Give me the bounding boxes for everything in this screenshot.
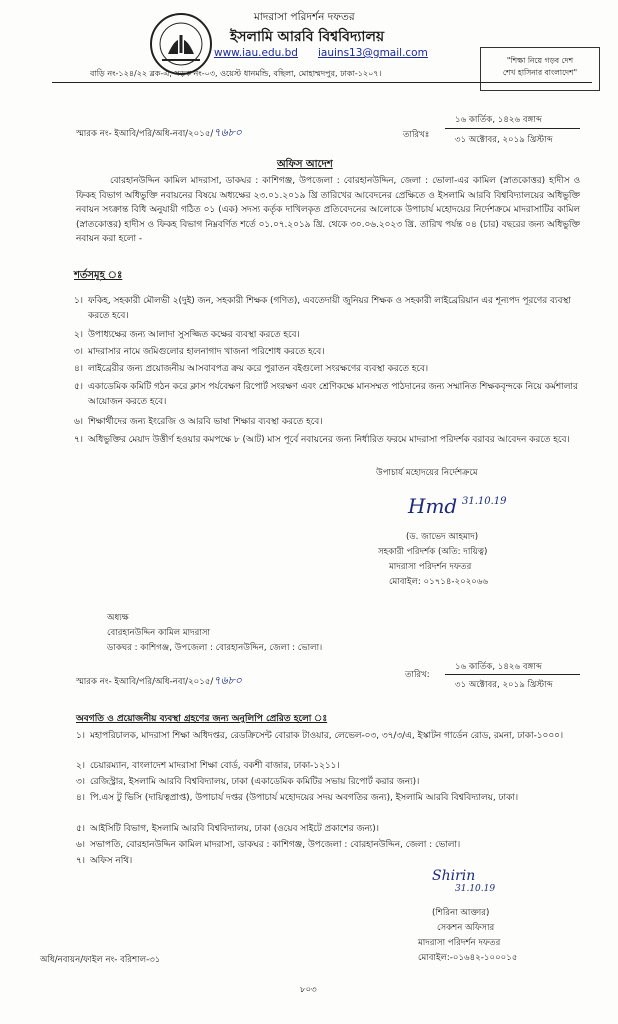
copy-7 bbox=[76, 854, 580, 868]
date-label: তারিখঃ bbox=[403, 130, 430, 140]
copy-text: চেয়ারম্যান, বাংলাদেশ মাদরাসা শিক্ষা বোর্ড, বকশী বাজার, ঢাকা-১২১১। bbox=[90, 761, 340, 771]
memo-2-ref bbox=[76, 672, 242, 691]
conditions-title: শর্তসমূহ ঃ bbox=[74, 270, 123, 281]
office-name: মাদরাসা পরিদর্শন দফতর bbox=[254, 11, 355, 23]
signer-2-mobile: মোবাইল:-০১৬৪২-১০০০১৫ bbox=[418, 953, 518, 963]
date-bangla: ১৬ কার্তিক, ১৪২৬ বঙ্গাব্দ bbox=[455, 115, 542, 125]
signer-1-mobile: মোবাইল: ০১৭১৪-২০২০৬৬ bbox=[389, 577, 489, 587]
copy-2 bbox=[76, 759, 580, 773]
recipient-name: বোরহানউদ্দিন কামিল মাদরাসা bbox=[107, 628, 211, 638]
copy-5 bbox=[76, 822, 580, 836]
condition-6 bbox=[74, 415, 582, 430]
condition-number: ৬। bbox=[74, 417, 83, 427]
date-gregorian: ৩১ অক্টোবর, ২০১৯ খ্রিস্টাব্দ bbox=[455, 135, 553, 145]
condition-5 bbox=[74, 380, 582, 409]
order-title: অফিস আদেশ bbox=[277, 159, 333, 170]
memo-ref bbox=[76, 124, 242, 143]
website-link[interactable]: www.iau.edu.bd bbox=[214, 47, 298, 59]
page-number: ৮০৩ bbox=[300, 985, 317, 995]
file-number: অধি/নবায়ন/ফাইল নং- বরিশাল-৩১ bbox=[40, 955, 161, 965]
signer-2-name: (শিরিনা আক্তার) bbox=[432, 908, 490, 918]
recipient-title: অধ্যক্ষ bbox=[107, 613, 129, 623]
condition-7 bbox=[74, 433, 582, 448]
copy-number: ৬। bbox=[76, 840, 85, 850]
email-link[interactable]: iauins13@gmail.com bbox=[318, 47, 428, 59]
signer-1-name: (ড. জাভেদ আহমাদ) bbox=[406, 532, 479, 542]
memo-2-date-bangla: ১৬ কার্তিক, ১৪২৬ বঙ্গাব্দ bbox=[455, 662, 542, 672]
memo-2-ref-handwritten: ৭৬৮০ bbox=[213, 674, 242, 687]
copy-text: সভাপতি, বোরহানউদ্দিন কামিল মাদরাসা, ডাকঘর : কাশিগঞ্জ, উপজেলা : বোরহানউদ্দিন, জেলা : ভোলা। bbox=[90, 840, 461, 850]
condition-text: লাইব্রেরীর জন্য প্রয়োজনীয় আসবাবপত্র ক্রয় করে পুরাতন বইগুলো সংরক্ষণের ব্যবস্থা করতে হবে। bbox=[88, 364, 429, 374]
signature-1: Hmd bbox=[408, 494, 458, 518]
condition-number: ৩। bbox=[74, 347, 83, 357]
condition-text: মাদরাসার নামে জমিগুলোর হালনাগাদ খাজনা পরিশোধ করতে হবে। bbox=[88, 347, 325, 357]
signature-1-date: 31.10.19 bbox=[462, 496, 507, 507]
copy-4 bbox=[76, 791, 580, 805]
signature-2-date: 31.10.19 bbox=[455, 884, 496, 894]
condition-4 bbox=[74, 362, 582, 377]
memo-2-date-divider bbox=[445, 674, 580, 675]
address: বাড়ি নং-১২৪/২২ ব্লক-এ, সড়ক নং-০৩, ওয়েস্ট ধানমন্ডি, বছিলা, মোহাম্মদপুর, ঢাকা-১২০৭। bbox=[90, 69, 382, 78]
date-divider bbox=[445, 128, 580, 129]
copy-1 bbox=[76, 729, 580, 743]
signer-2-office: মাদরাসা পরিদর্শন দফতর bbox=[418, 938, 501, 948]
recipient-address: ডাকঘর : কাশিগঞ্জ, উপজেলা : বোরহানউদ্দিন, জেলা : ভোলা। bbox=[107, 643, 323, 653]
condition-text: ফকিহ, সহকারী মৌলভী ২(দুই) জন, সহকারী শিক্ষক (গণিত), এবতেদায়ী জুনিয়র শিক্ষক ও সহকারী লাইব্রেরিয়ান এর শূন্যপদ পূরণের ব্যবস্থা করতে হবে। bbox=[88, 296, 571, 321]
condition-number: ৭। bbox=[74, 435, 83, 445]
copy-text: অফিস নথি। bbox=[90, 856, 133, 866]
copy-text: রেজিস্ট্রার, ইসলামি আরবি বিশ্ববিদ্যালয়, ঢাকা (একাডেমিক কমিটির সভায় রিপোর্ট করার জন্য)। bbox=[90, 777, 420, 787]
signature-2: Shirin bbox=[432, 868, 476, 884]
condition-number: ৫। bbox=[74, 382, 83, 392]
by-order-text: উপাচার্য মহোদয়ের নির্দেশক্রমে bbox=[376, 468, 478, 478]
copy-text: পি.এস টু ভিসি (দায়িত্বপ্রাপ্ত), উপাচার্য দপ্তর (উপাচার্য মহোদয়ের সদয় অবগতির জন্য), ইসলামি আরবি বিশ্ববিদ্যালয়, ঢাকা। bbox=[90, 793, 519, 803]
copy-text: আইসিটি বিভাগ, ইসলামি আরবি বিশ্ববিদ্যালয়, ঢাকা (ওয়েব সাইটে প্রকাশের জন্য)। bbox=[90, 824, 379, 834]
condition-number: ২। bbox=[74, 330, 83, 340]
copy-number: ৪। bbox=[76, 793, 85, 803]
memo-2-ref-prefix: স্মারক নং- ইআবি/পরি/অধি-নবা/২০১৫/ bbox=[76, 677, 214, 687]
condition-number: ৪। bbox=[74, 364, 83, 374]
memo-2-date-label: তারিখ: bbox=[405, 670, 430, 680]
copy-number: ২। bbox=[76, 761, 85, 771]
copy-number: ৫। bbox=[76, 824, 85, 834]
condition-3 bbox=[74, 345, 582, 360]
slogan-line-2: শেখ হাসিনার বাংলাদেশ" bbox=[502, 68, 578, 77]
memo-ref-handwritten: ৭৬৮০ bbox=[213, 126, 242, 139]
signer-1-designation: সহকারী পরিদর্শক (অতি: দায়িত্ব) bbox=[378, 547, 488, 557]
copies-title: অবগতি ও প্রয়োজনীয় ব্যবস্থা গ্রহণের জন্য অনুলিপি প্রেরিত হলো ঃ bbox=[76, 714, 328, 724]
copy-number: ৩। bbox=[76, 777, 85, 787]
copy-text: মহাপরিচালক, মাদরাসা শিক্ষা অধিদপ্তর, রেডক্রিসেন্ট বোরাক টাওয়ার, লেভেল-০৩, ৩৭/৩/এ, ইস্কাটন গার্ডেন রোড, রমনা, ঢাকা-১০০০। bbox=[90, 731, 564, 741]
memo-2-date-gregorian: ৩১ অক্টোবর, ২০১৯ খ্রিস্টাব্দ bbox=[455, 680, 553, 690]
signer-2-designation: সেকশন অফিসার bbox=[437, 923, 495, 933]
slogan-box bbox=[480, 47, 600, 91]
slogan-line-1: "শিক্ষা নিয়ে গড়ব দেশ bbox=[506, 56, 574, 65]
condition-text: একাডেমিক কমিটি গঠন করে ক্লাস পর্যবেক্ষণ রিপোর্ট সংরক্ষণ এবং শ্রেণিকক্ষে মানসম্মত পাঠদানের জন্য সম্মানিত শিক্ষকবৃন্দকে নিয়ে কর্মশালার আয়োজন করতে হবে। bbox=[88, 382, 578, 407]
copy-number: ১। bbox=[76, 731, 85, 741]
copy-6 bbox=[76, 838, 580, 852]
condition-text: উপাধ্যক্ষের জন্য আলাদা সুসজ্জিত কক্ষের ব্যবস্থা করতে হবে। bbox=[88, 330, 300, 340]
condition-number: ১। bbox=[74, 296, 83, 306]
condition-text: শিক্ষার্থীদের জন্য ইংরেজি ও আরবি ভাষা শিক্ষার ব্যবস্থা করতে হবে। bbox=[88, 417, 323, 427]
university-name: ইসলামি আরবি বিশ্ববিদ্যালয় bbox=[230, 29, 385, 45]
copy-3 bbox=[76, 775, 580, 789]
header-divider bbox=[52, 82, 592, 83]
condition-text: অধিভুক্তির মেয়াদ উত্তীর্ণ হওয়ার কমপক্ষে ৮ (আট) মাস পূর্বে নবায়নের জন্য নির্ধারিত ফরমে মাদরাসা পরিদর্শক বরাবর আবেদন করতে হবে। bbox=[88, 435, 570, 445]
condition-2 bbox=[74, 328, 582, 343]
memo-ref-prefix: স্মারক নং- ইআবি/পরি/অধি-নবা/২০১৫/ bbox=[76, 129, 214, 139]
intro-paragraph: বোরহানউদ্দিন কামিল মাদরাসা, ডাকঘর : কাশিগঞ্জ, উপজেলা : বোরহানউদ্দিন, জেলা : ভোলা-এর কামিল (স্নাতকোত্তর) হাদীস ও ফিকহ বিভাগ অধিভুক্তি নবায়নের বিষয়ে অধ্যক্ষের ২৩.০১.২০১৯ খ্রি তারিখের আবেদনের প্রেক্ষিতে ও ইসলামি আরবি বিশ্ববিদ্যালয়ের অধিভুক্তি নবায়ন সংক্রান্ত বিধি অনুযায়ী গঠিত ০১ (এক) সদস্য কর্তৃক দাখিলকৃত প্রতিবেদনের আলোকে উপাচার্য মহোদয়ের নির্দেশক্রমে মাদরাসাটির কামিল (স্নাতকোত্তর) হাদীস ও ফিকহ বিভাগ নিম্নবর্ণিত শর্তে ০১.০৭.২০১৯ খ্রি. থেকে ৩০.০৬.২০২৩ খ্রি. তারিখ পর্যন্ত ০৪ (চার) বছরের জন্য অধিভুক্তি নবায়ন করা হলো - bbox=[76, 176, 580, 245]
condition-1 bbox=[74, 294, 582, 323]
copy-number: ৭। bbox=[76, 856, 85, 866]
signer-1-office: মাদরাসা পরিদর্শন দফতর bbox=[389, 562, 472, 572]
